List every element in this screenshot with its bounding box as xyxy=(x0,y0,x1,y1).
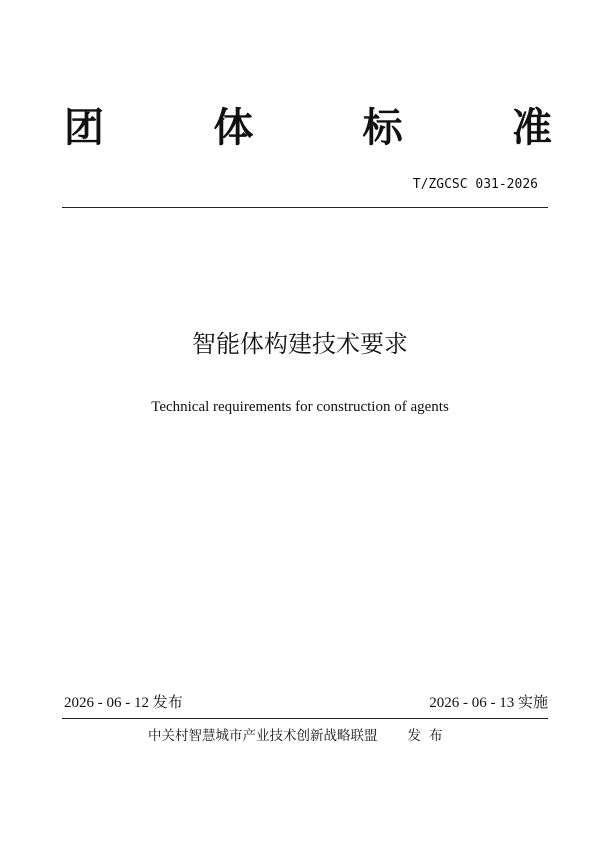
header-divider xyxy=(62,207,548,208)
publisher-name: 中关村智慧城市产业技术创新战略联盟 xyxy=(148,728,378,744)
header-title-char-4: 准 xyxy=(511,104,552,151)
header-title xyxy=(64,104,552,152)
publish-label: 发布 xyxy=(407,728,451,744)
header-title-char-3: 标 xyxy=(362,104,403,151)
footer-divider xyxy=(62,718,548,719)
issue-date: 2026 - 06 - 12 发布 xyxy=(64,695,183,711)
document-title-english: Technical requirements for construction of agents xyxy=(151,399,449,415)
effective-date: 2026 - 06 - 13 实施 xyxy=(429,695,548,711)
publisher-line xyxy=(148,726,451,746)
standard-code: T/ZGCSC 031-2026 xyxy=(412,177,538,192)
header-title-char-1: 团 xyxy=(64,104,104,151)
document-title-chinese: 智能体构建技术要求 xyxy=(192,330,408,358)
header-title-char-2: 体 xyxy=(213,104,254,151)
